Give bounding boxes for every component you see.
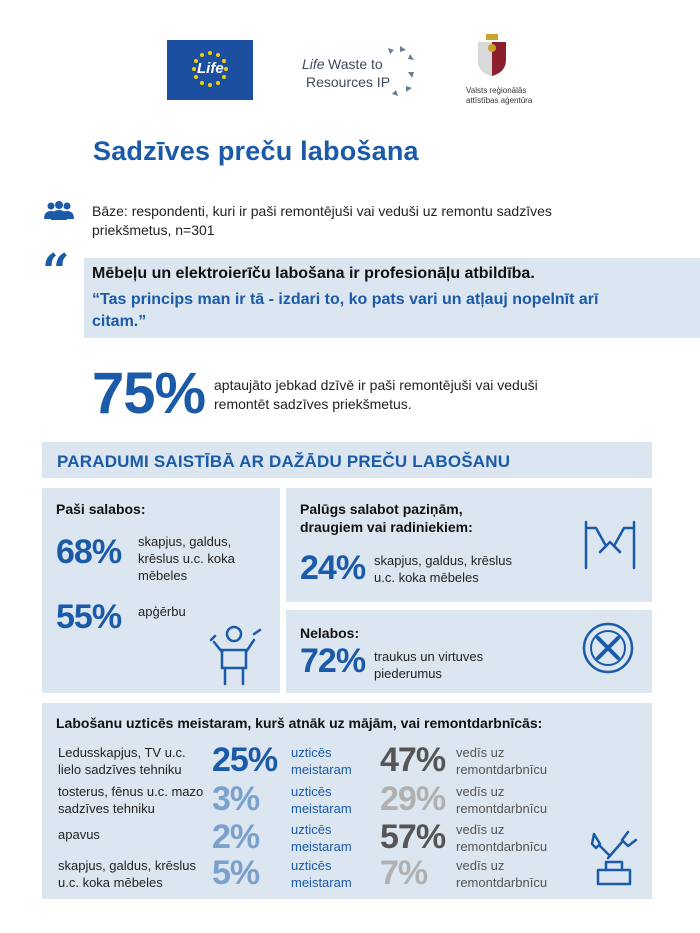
self-repair-text-clothes: apģērbu bbox=[138, 604, 186, 619]
trust-row-master-label: uzticēs meistaram bbox=[291, 822, 352, 854]
agency-name-line1: Valsts reģionālās bbox=[466, 86, 527, 95]
stat-75-text: aptaujāto jebkad dzīvē ir paši remontējuši vai veduši remontēt sadzīves priekšmetus. bbox=[214, 377, 538, 412]
repairman-tools-icon bbox=[588, 828, 640, 888]
trust-row-workshop-label: vedīs uz remontdarbnīcu bbox=[456, 822, 548, 854]
no-repair-pct: 72% bbox=[300, 642, 366, 680]
ask-friends-pct: 24% bbox=[300, 549, 366, 587]
no-repair-label: Nelabos: bbox=[300, 625, 360, 641]
quote-headline: Mēbeļu un elektroierīču labošana ir profesionāļu atbildība. bbox=[92, 265, 535, 282]
trust-row-label: apavus bbox=[58, 827, 100, 842]
self-repair-pct-furniture: 68% bbox=[56, 533, 122, 571]
trust-row-workshop-pct: 29% bbox=[380, 780, 446, 818]
self-repair-text-furniture: skapjus, galdus, krēslus u.c. koka mēbeles bbox=[138, 534, 235, 583]
self-repair-label: Paši salabos: bbox=[56, 501, 146, 517]
trust-row-label: tosterus, fēnus u.c. mazo sadzīves tehniku bbox=[58, 784, 204, 816]
handyman-icon bbox=[208, 620, 264, 686]
trust-row-workshop-pct: 47% bbox=[380, 741, 446, 779]
waste-logo-life: Life bbox=[302, 56, 325, 72]
people-icon bbox=[42, 201, 76, 221]
trust-row-master-pct: 3% bbox=[212, 780, 260, 818]
trust-row-master-label: uzticēs meistaram bbox=[291, 858, 352, 890]
life-wordmark: Life bbox=[197, 60, 224, 77]
ask-friends-label: Palūgs salabot paziņām, draugiem vai radiniekiem: bbox=[300, 501, 473, 535]
stat-75-value: 75% bbox=[92, 361, 206, 426]
agency-name-line2: attīstības aģentūra bbox=[466, 96, 533, 105]
quote-icon: “ bbox=[42, 244, 70, 300]
trust-row-master-pct: 2% bbox=[212, 818, 260, 856]
handshake-icon bbox=[582, 514, 638, 572]
trust-row-master-pct: 5% bbox=[212, 854, 260, 892]
trust-heading: Labošanu uzticēs meistaram, kurš atnāk uz mājām, vai remontdarbnīcās: bbox=[56, 715, 543, 731]
waste-to-resources-logo bbox=[300, 44, 420, 104]
no-repair-text: traukus un virtuves piederumus bbox=[374, 649, 484, 681]
trust-row-workshop-label: vedīs uz remontdarbnīcu bbox=[456, 784, 548, 816]
trust-row-label: Ledusskapjus, TV u.c. lielo sadzīves tehniku bbox=[58, 745, 186, 777]
ask-friends-text: skapjus, galdus, krēslus u.c. koka mēbeles bbox=[374, 553, 513, 585]
trust-row-master-pct: 25% bbox=[212, 741, 278, 779]
no-cross-icon bbox=[580, 620, 636, 676]
base-note: Bāze: respondenti, kuri ir paši remontējuši vai veduši uz remontu sadzīves priekšmetus, n=301 bbox=[92, 203, 552, 238]
self-repair-pct-clothes: 55% bbox=[56, 598, 122, 636]
trust-row-master-label: uzticēs meistaram bbox=[291, 784, 352, 816]
trust-row-workshop-label: vedīs uz remontdarbnīcu bbox=[456, 745, 548, 777]
trust-row-workshop-label: vedīs uz remontdarbnīcu bbox=[456, 858, 548, 890]
eu-life-logo bbox=[167, 40, 253, 100]
page-title: Sadzīves preču labošana bbox=[93, 136, 419, 166]
trust-row-master-label: uzticēs meistaram bbox=[291, 745, 352, 777]
waste-logo-top: Waste to bbox=[328, 56, 383, 72]
coat-of-arms-icon bbox=[470, 32, 514, 82]
section-heading: PARADUMI SAISTĪBĀ AR DAŽĀDU PREČU LABOŠANU bbox=[57, 452, 511, 471]
trust-row-workshop-pct: 7% bbox=[380, 854, 428, 892]
waste-logo-bottom: Resources IP bbox=[306, 74, 391, 90]
quote-text: “Tas princips man ir tā - izdari to, ko pats vari un atļauj nopelnīt arī citam.” bbox=[92, 291, 599, 330]
agency-logo bbox=[466, 32, 556, 112]
trust-row-workshop-pct: 57% bbox=[380, 818, 446, 856]
trust-row-label: skapjus, galdus, krēslus u.c. koka mēbeles bbox=[58, 858, 197, 890]
recycle-arrows-icon bbox=[376, 44, 420, 102]
